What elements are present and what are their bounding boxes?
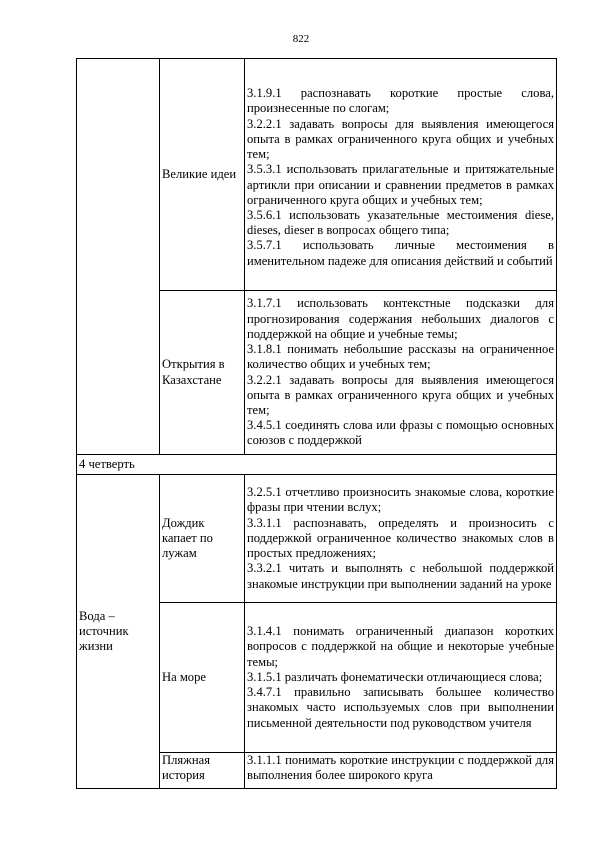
section-cell-empty (77, 59, 160, 455)
page-number: 822 (292, 33, 310, 45)
goal-item: 3.2.2.1 задавать вопросы для выявления имеющегося опыта в рамках ограниченного круга общих и учебных тем; (247, 372, 554, 417)
section-title-cell (77, 475, 160, 789)
goals-cell (245, 59, 557, 291)
goal-item: 3.1.1.1 понимать короткие инструкции с поддержкой для выполнения более широкого круга (247, 753, 554, 783)
goals-cell (245, 291, 557, 455)
goal-item: 3.5.3.1 использовать прилагательные и притяжательные артикли при описании и сравнении предметов в рамках ограниченного круга общих и учебных тем; (247, 162, 554, 207)
theme-label: На море (162, 669, 206, 684)
goal-item: 3.5.6.1 использовать указательные местоимения diese, dieses, dieser в вопросах общего типа; (247, 207, 554, 238)
theme-cell (160, 753, 245, 789)
goal-item: 3.5.7.1 использовать личные местоимения в именительном падеже для описания действий и событий (247, 238, 554, 268)
goal-item: 3.4.5.1 соединять слова или фразы с помощью основных союзов с поддержкой (247, 418, 554, 448)
goals-cell (245, 475, 557, 603)
theme-label: Открытия в Казахстане (162, 357, 225, 387)
table-row (77, 475, 557, 603)
goal-item: 3.1.5.1 различать фонематически отличающиеся слова; (247, 669, 543, 684)
goals-cell (245, 753, 557, 789)
theme-cell (160, 603, 245, 753)
goals-cell (245, 603, 557, 753)
table-row (77, 59, 557, 291)
goal-item: 3.4.7.1 правильно записывать большее количество знакомых часто используемых слов при выполнении письменной деятельности под руководством учителя (247, 685, 554, 730)
goal-item: 3.2.2.1 задавать вопросы для выявления имеющегося опыта в рамках ограниченного круга общих и учебных тем; (247, 116, 554, 162)
theme-label: Дождик капает по лужам (162, 515, 213, 561)
quarter-label: 4 четверть (77, 455, 557, 475)
theme-label: Великие идеи (162, 166, 237, 181)
theme-label: Пляжная история (162, 753, 210, 783)
theme-cell (160, 59, 245, 291)
section-title: Вода – источник жизни (79, 608, 129, 654)
goal-item: 3.1.9.1 распознавать короткие простые слова, произнесенные по слогам; (247, 86, 554, 116)
theme-cell (160, 291, 245, 455)
goal-item: 3.1.4.1 понимать ограниченный диапазон коротких вопросов с поддержкой на общие и некоторые учебные темы; (247, 624, 554, 669)
goal-item: 3.2.5.1 отчетливо произносить знакомые слова, короткие фразы при чтении вслух; (247, 485, 554, 515)
quarter-row (77, 455, 557, 475)
curriculum-table (76, 58, 557, 789)
goal-item: 3.1.7.1 использовать контекстные подсказки для прогнозирования содержания небольших диалогов с поддержкой на общие и учебные темы; (247, 296, 554, 341)
goal-item: 3.3.2.1 читать и выполнять с небольшой поддержкой знакомые инструкции при выполнении заданий на уроке (247, 561, 554, 591)
theme-cell (160, 475, 245, 603)
goal-item: 3.3.1.1 распознавать, определять и произносить с поддержкой ограниченное количество знакомых слов в простых предложениях; (247, 515, 554, 561)
goal-item: 3.1.8.1 понимать небольшие рассказы на ограниченное количество общих и учебных тем; (247, 342, 554, 372)
